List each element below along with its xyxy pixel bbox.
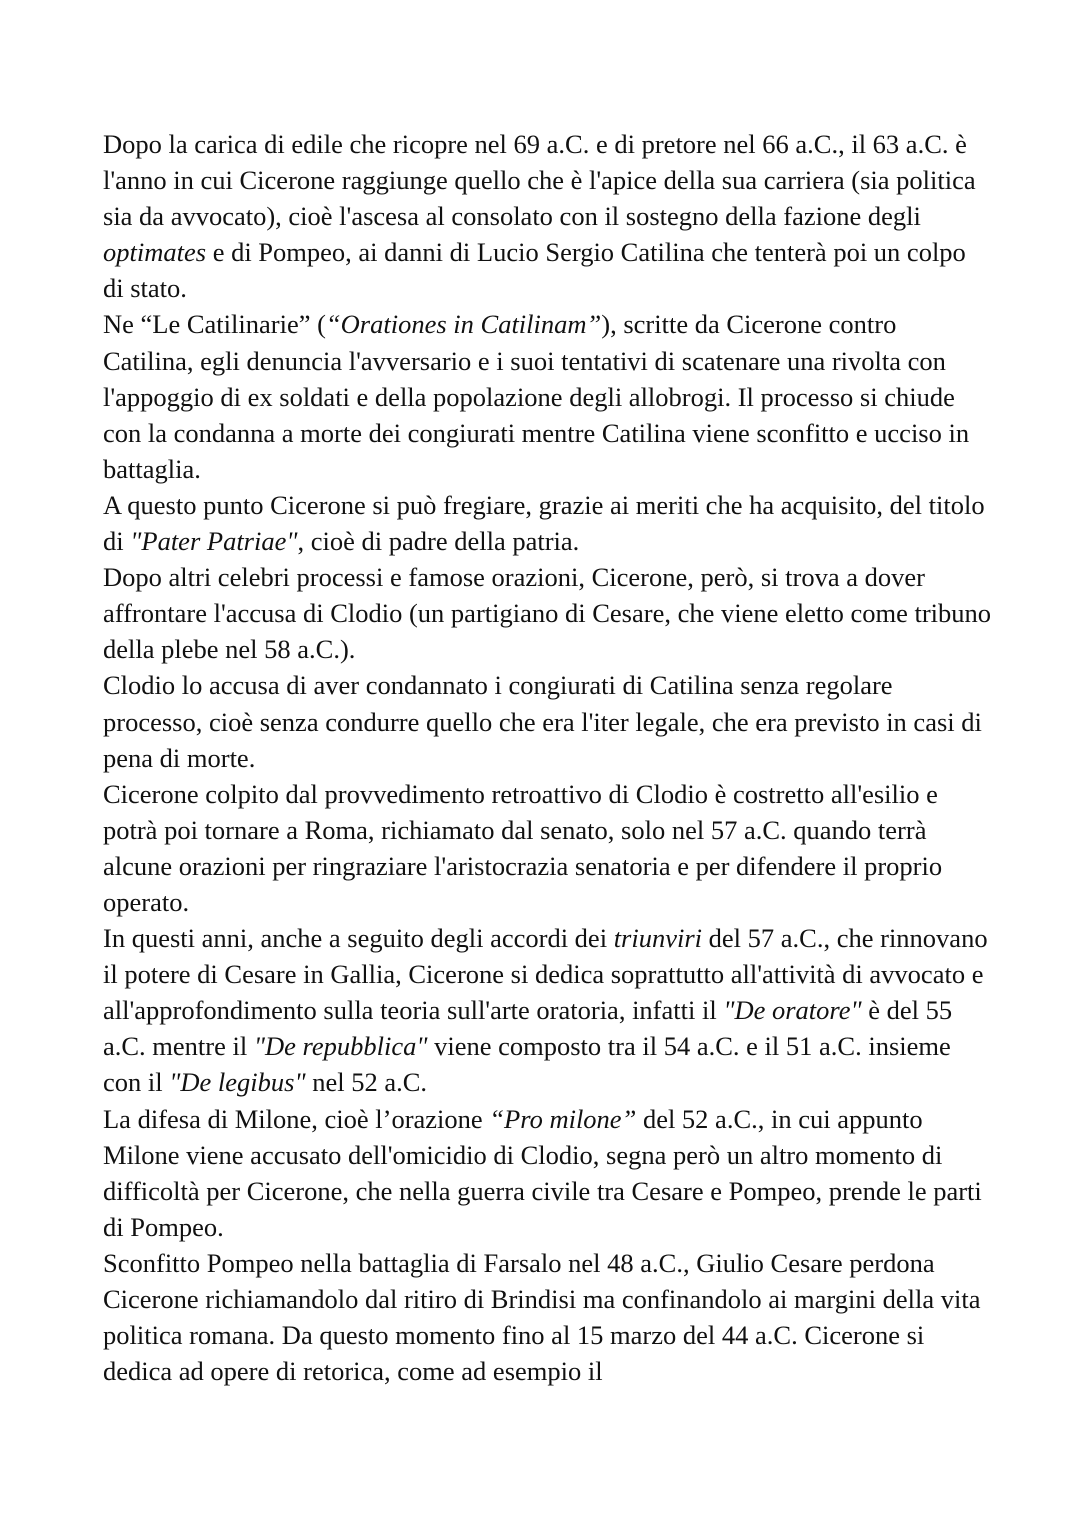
paragraph-catilinarie	[103, 306, 993, 486]
text-segment: e di Pompeo, ai danni di Lucio Sergio Catilina che tenterà poi un colpo di stato.	[103, 237, 966, 304]
italic-title: "Pater Patriae"	[130, 526, 298, 557]
text-segment: Dopo la carica di edile che ricopre nel 69 a.C. e di pretore nel 66 a.C., il 63 a.C. è l'anno in cui Cicerone raggiunge quello che è l'apice della sua carriera (sia politica sia da avvocato), cioè l'ascesa al consolato con il sostegno della fazione degli	[103, 129, 976, 232]
text-segment: In questi anni, anche a seguito degli accordi dei	[103, 923, 614, 954]
italic-term: optimates	[103, 237, 207, 268]
italic-title: “Pro milone”	[489, 1103, 637, 1134]
italic-title: "De oratore"	[723, 995, 862, 1026]
italic-title: "De legibus"	[169, 1067, 306, 1098]
paragraph-farsalo	[103, 1245, 993, 1389]
text-segment: , cioè di padre della patria.	[297, 526, 580, 557]
body-text	[103, 126, 993, 1389]
paragraph-triunviri	[103, 920, 993, 1100]
paragraph-pro-milone	[103, 1101, 993, 1245]
text-segment: viene composto tra il 54 a.C. e il 51 a.C. insieme con il	[103, 1031, 951, 1098]
text-segment: Ne “Le Catilinarie” (	[103, 309, 326, 340]
text-segment: La difesa di Milone, cioè l’orazione	[103, 1103, 490, 1134]
italic-title: "De repubblica"	[253, 1031, 428, 1062]
text-segment: Clodio lo accusa di aver condannato i congiurati di Catilina senza regolare processo, cioè senza condurre quello che era l'iter legale, che era previsto in casi di pena di morte.	[103, 670, 982, 773]
text-segment: nel 52 a.C.	[305, 1067, 428, 1098]
text-segment: ), scritte da Cicerone contro Catilina, egli denuncia l'avversario e i suoi tentativi di scatenare una rivolta con l'appoggio di ex soldati e della popolazione degli allobrogi. Il processo si chiude con la condanna a morte dei congiurati mentre Catilina viene sconfitto e ucciso in battaglia.	[103, 309, 970, 484]
text-segment: Dopo altri celebri processi e famose orazioni, Cicerone, però, si trova a dover affrontare l'accusa di Clodio (un partigiano di Cesare, che viene eletto come tribuno della plebe nel 58 a.C.).	[103, 562, 992, 665]
text-segment: del 57 a.C., che rinnovano il potere di Cesare in Gallia, Cicerone si dedica soprattutto all'attività di avvocato e all'approfondimento sulla teoria sull'arte oratoria, infatti il	[103, 923, 988, 1026]
paragraph-clodio-accusa	[103, 559, 993, 667]
text-segment: Sconfitto Pompeo nella battaglia di Farsalo nel 48 a.C., Giulio Cesare perdona Cicerone richiamandolo dal ritiro di Brindisi ma confinandolo ai margini della vita politica romana. Da questo momento fino al 15 marzo del 44 a.C. Cicerone si dedica ad opere di retorica, come ad esempio il	[103, 1247, 981, 1387]
text-segment: è del 55 a.C. mentre il	[103, 995, 953, 1062]
paragraph-clodio-processo	[103, 667, 993, 775]
text-segment: A questo punto Cicerone si può fregiare, grazie ai meriti che ha acquisito, del titolo di	[103, 489, 985, 557]
text-segment: del 52 a.C., in cui appunto Milone viene accusato dell'omicidio di Clodio, segna però un altro momento di difficoltà per Cicerone, che nella guerra civile tra Cesare e Pompeo, prende le parti di Pompeo.	[103, 1103, 982, 1242]
paragraph-pater-patriae	[103, 487, 993, 559]
italic-title: “Orationes in Catilinam”	[325, 309, 602, 340]
text-segment: Cicerone colpito dal provvedimento retroattivo di Clodio è costretto all'esilio e potrà poi tornare a Roma, richiamato dal senato, solo nel 57 a.C. quando terrà alcune orazioni per ringraziare l'aristocrazia senatoria e per difendere il proprio operato.	[103, 778, 943, 917]
italic-term: triunviri	[613, 923, 703, 954]
paragraph-esilio	[103, 776, 993, 920]
paragraph-consulship	[103, 126, 993, 306]
